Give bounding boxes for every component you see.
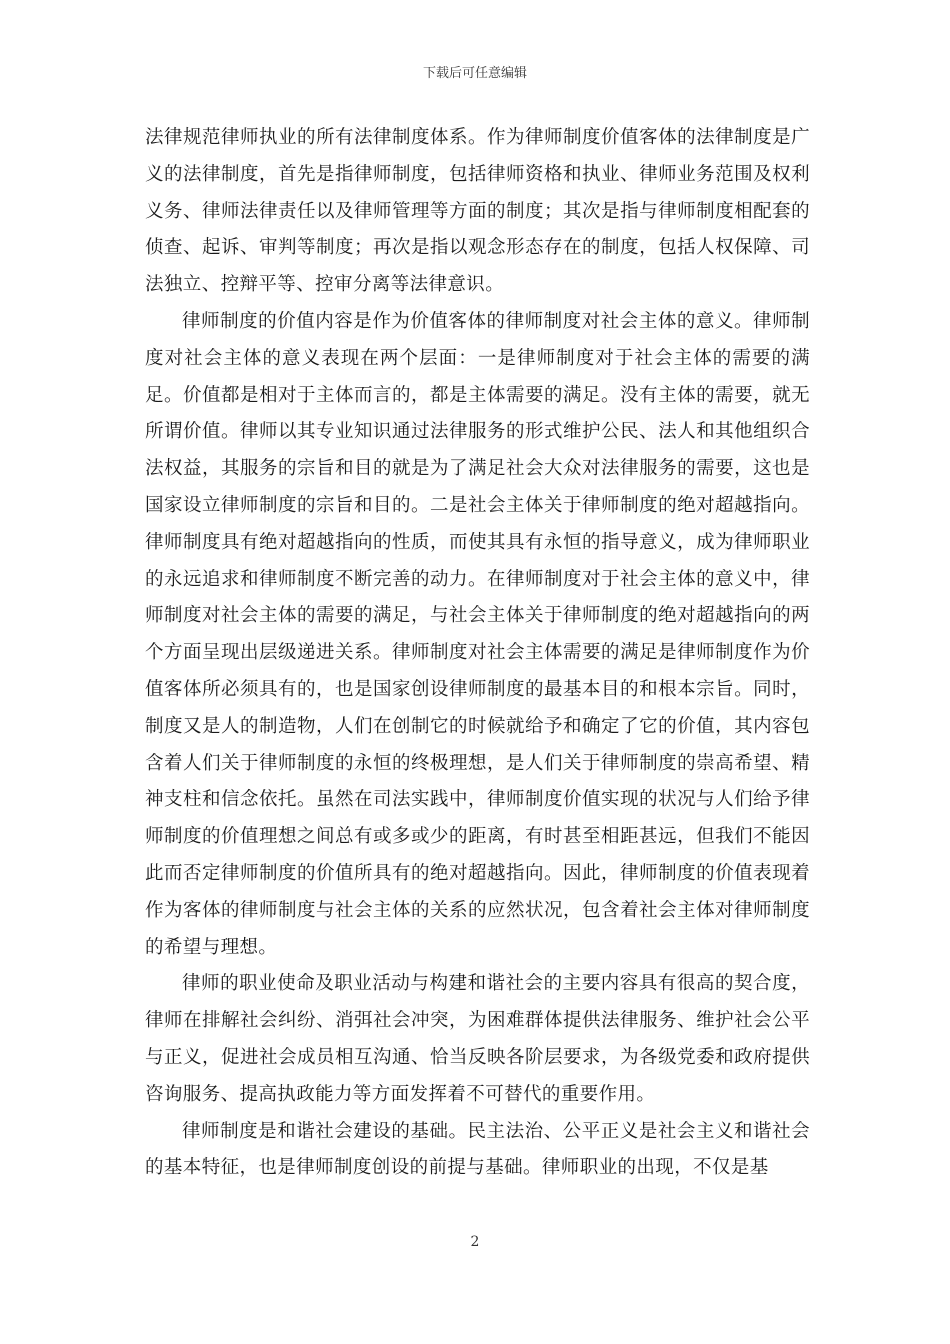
page-number: 2	[470, 1234, 480, 1250]
document-body	[145, 120, 810, 1187]
page-header: 下载后可任意编辑	[422, 66, 527, 81]
paragraph-lawyer-mission: 律师的职业使命及职业活动与构建和谐社会的主要内容具有很高的契合度，律师在排解社会纠纷、消弭社会冲突，为困难群体提供法律服务、维护社会公平与正义，促进社会成员相互沟通、恰当反映各阶层要求，为各级党委和政府提供咨询服务、提高执政能力等方面发挥着不可替代的重要作用。	[145, 973, 810, 1105]
paragraph-continuation: 法律规范律师执业的所有法律制度体系。作为律师制度价值客体的法律制度是广义的法律制度，首先是指律师制度，包括律师资格和执业、律师业务范围及权利义务、律师法律责任以及律师管理等方面的制度；其次是指与律师制度相配套的侦查、起诉、审判等制度；再次是指以观念形态存在的制度，包括人权保障、司法独立、控辩平等、控审分离等法律意识。	[145, 127, 810, 296]
paragraph-value-content: 律师制度的价值内容是作为价值客体的律师制度对社会主体的意义。律师制度对社会主体的意义表现在两个层面：一是律师制度对于社会主体的需要的满足。价值都是相对于主体而言的，都是主体需要的满足。没有主体的需要，就无所谓价值。律师以其专业知识通过法律服务的形式维护公民、法人和其他组织合法权益，其服务的宗旨和目的就是为了满足社会大众对法律服务的需要，这也是国家设立律师制度的宗旨和目的。二是社会主体关于律师制度的绝对超越指向。律师制度具有绝对超越指向的性质，而使其具有永恒的指导意义，成为律师职业的永远追求和律师制度不断完善的动力。在律师制度对于社会主体的意义中，律师制度对社会主体的需要的满足，与社会主体关于律师制度的绝对超越指向的两个方面呈现出层级递进关系。律师制度对社会主体需要的满足是律师制度作为价值客体所必须具有的，也是国家创设律师制度的最基本目的和根本宗旨。同时，制度又是人的制造物，人们在创制它的时候就给予和确定了它的价值，其内容包含着人们关于律师制度的永恒的终极理想，是人们关于律师制度的崇高希望、精神支柱和信念依托。虽然在司法实践中，律师制度价值实现的状况与人们给予律师制度的价值理想之间总有或多或少的距离，有时甚至相距甚远，但我们不能因此而否定律师制度的价值所具有的绝对超越指向。因此，律师制度的价值表现着作为客体的律师制度与社会主体的关系的应然状况，包含着社会主体对律师制度的希望与理想。	[145, 310, 810, 958]
paragraph-harmonious-society: 律师制度是和谐社会建设的基础。民主法治、公平正义是社会主义和谐社会的基本特征，也是律师制度创设的前提与基础。律师职业的出现，不仅是基	[145, 1120, 810, 1179]
